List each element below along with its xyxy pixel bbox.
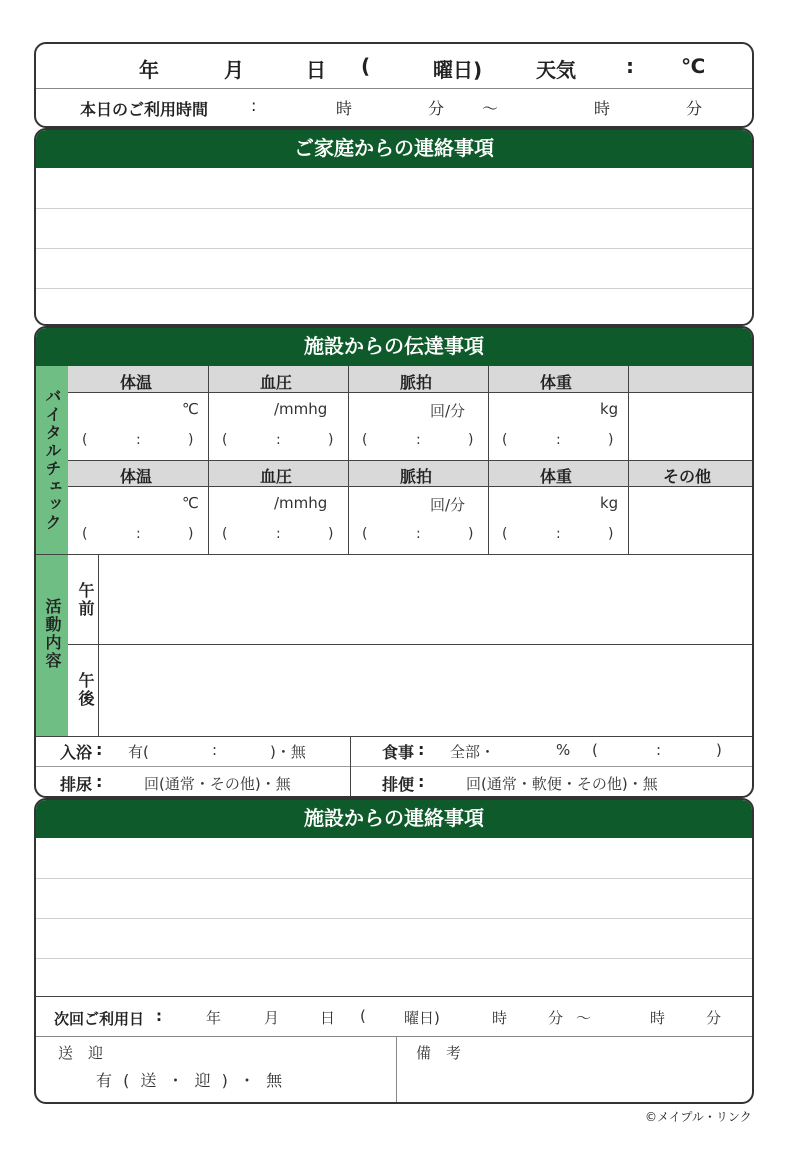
weather-label: 天気: [536, 58, 576, 82]
weekday-label: 曜日): [433, 58, 483, 82]
meal-all: 全部・: [450, 743, 496, 761]
transport-options: 有 ( 送 ・ 迎 ) ・ 無: [96, 1071, 286, 1090]
weekday-open: (: [361, 54, 371, 78]
day-label: 日: [306, 58, 326, 82]
meal-label: 食事: [382, 743, 415, 762]
start-hour-label: 時: [336, 99, 353, 118]
pm-label: 午後: [76, 672, 95, 708]
defecation-label: 排便: [382, 775, 415, 794]
copyright: ©メイプル・リンク: [645, 1110, 752, 1124]
vital-header-row-2: [68, 460, 752, 486]
transport-label: 送 迎: [58, 1044, 104, 1062]
header-bp-1: 血圧: [260, 373, 293, 392]
header-temp-2: 体温: [120, 467, 153, 486]
header-box: [34, 42, 754, 128]
header-temp-1: 体温: [120, 373, 153, 392]
weight-unit-1: kg: [600, 400, 619, 418]
facility-report-box: 施設からの伝達事項 バイタルチェック 活動内容 体温 血圧 脈拍 体重 体温 血圧 脈拍 体重 その他 ℃ /mmhg 回/分 kg ( : ) ( : ) ( : ) ( : ) ℃ /mmhg 回/分 kg ( : ) ( : ) ( : ) ( : ) 午前 午後 入浴 : 有( : )・無 食事 : 全部・ % ( : ) 排尿 : 回(通常・その他)・無 排便 : 回(通常・軟便・その他)・無: [34, 326, 754, 798]
usage-time-tilde: 〜: [482, 99, 499, 118]
month-label: 月: [224, 58, 244, 82]
bath-close: )・無: [270, 743, 306, 761]
header-weight-2: 体重: [540, 467, 573, 486]
vital-check-label: バイタルチェック: [43, 388, 62, 532]
facility-contact-box: 施設からの連絡事項 次回ご利用日 : 年 月 日 ( 曜日) 時 分 〜 時 分 送 迎 有 ( 送 ・ 迎 ) ・ 無 備 考: [34, 798, 754, 1104]
header-other-2: その他: [663, 467, 712, 486]
header-pulse-1: 脈拍: [400, 373, 433, 392]
header-pulse-2: 脈拍: [400, 467, 433, 486]
facility-report-title: 施設からの伝達事項: [36, 328, 752, 366]
end-hour-label: 時: [594, 99, 611, 118]
bp-unit-2: /mmhg: [274, 494, 328, 512]
usage-time-label: 本日のご利用時間: [80, 100, 209, 119]
temp-unit-2: ℃: [182, 494, 199, 512]
header-bp-2: 血圧: [260, 467, 293, 486]
temperature-unit: ℃: [681, 54, 706, 78]
bath-value: 有(: [128, 743, 149, 761]
weight-unit-2: kg: [600, 494, 619, 512]
end-minute-label: 分: [686, 99, 703, 118]
bp-unit-1: /mmhg: [274, 400, 328, 418]
pulse-unit-2: 回/分: [430, 496, 466, 514]
bath-label: 入浴: [60, 743, 93, 762]
defecation-value: 回(通常・軟便・その他)・無: [466, 775, 658, 793]
remarks-label: 備 考: [416, 1044, 462, 1062]
year-label: 年: [139, 58, 159, 82]
activity-label: 活動内容: [43, 598, 62, 670]
am-label: 午前: [76, 582, 95, 618]
vital-header-row-1: [68, 366, 752, 392]
pulse-unit-1: 回/分: [430, 402, 466, 420]
urination-value: 回(通常・その他)・無: [144, 775, 291, 793]
facility-contact-title: 施設からの連絡事項: [36, 800, 752, 838]
weather-colon: :: [626, 54, 634, 78]
temp-unit-1: ℃: [182, 400, 199, 418]
usage-time-colon: :: [251, 96, 257, 115]
start-minute-label: 分: [428, 99, 445, 118]
family-contact-title: ご家庭からの連絡事項: [36, 130, 752, 168]
header-weight-1: 体重: [540, 373, 573, 392]
family-contact-box: [34, 128, 754, 326]
next-use-label: 次回ご利用日: [54, 1010, 145, 1028]
urination-label: 排尿: [60, 775, 93, 794]
